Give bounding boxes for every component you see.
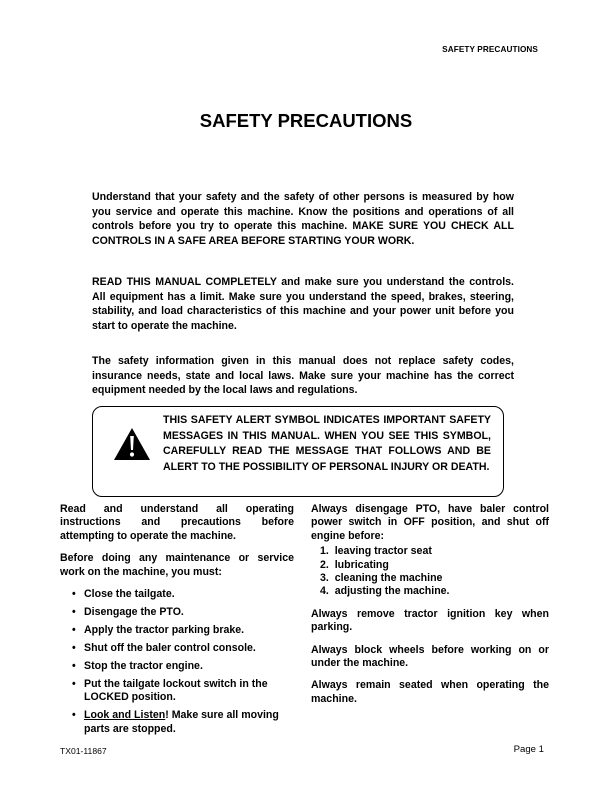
safety-alert-text: THIS SAFETY ALERT SYMBOL INDICATES IMPORTANT SAFETY MESSAGES IN THIS MANUAL. WHEN YOU SEE THIS SYMBOL, CAREFULLY READ THE MESSAGE THAT FOLLOWS AND BE ALERT TO THE POSSIBILITY OF PERSONAL INJURY OR DEATH. <box>163 414 491 473</box>
safety-alert-box <box>92 406 504 497</box>
page-title: SAFETY PRECAUTIONS <box>199 110 413 131</box>
document-code: TX01-11867 <box>60 746 107 756</box>
left-paragraph-2: Before doing any maintenance or service work on the machine, you must: <box>60 552 294 578</box>
list-item: • Apply the tractor parking brake. <box>72 624 294 637</box>
intro-paragraph-2: READ THIS MANUAL COMPLETELY and make sure you understand the controls. All equipment has a limit. Make sure you understand the speed, brakes, steering, stability, and load characteristics of this machine and your power unit before you start to operate the machine. <box>92 276 514 332</box>
running-header: SAFETY PRECAUTIONS <box>442 45 538 54</box>
list-item: 2. lubricating <box>320 558 389 571</box>
list-item: • Close the tailgate. <box>72 588 294 601</box>
right-paragraph-2: Always remove tractor ignition key when parking. <box>311 607 549 634</box>
right-column <box>311 503 549 715</box>
right-paragraph-3: Always block wheels before working on or under the machine. <box>311 643 549 670</box>
list-item: 3. cleaning the machine <box>320 572 443 585</box>
left-paragraph-1: Read and understand all operating instructions and precautions before attempting to operate the machine. <box>60 503 294 542</box>
warning-triangle-icon <box>113 427 151 461</box>
right-paragraph-4: Always remain seated when operating the machine. <box>311 679 549 705</box>
shutdown-steps-list <box>311 545 549 599</box>
page-number: Page 1 <box>513 744 544 755</box>
right-paragraph-1: Always disengage PTO, have baler control power switch in OFF position, and shut off engine before: <box>311 503 549 542</box>
list-item: 1. leaving tractor seat <box>320 545 432 558</box>
list-item: • Shut off the baler control console. <box>72 642 294 655</box>
intro-paragraph-1: Understand that your safety and the safety of other persons is measured by how you service and operate this machine. Know the positions and operations of all controls before you try to operate this machine. MAKE SURE YOU CHECK ALL CONTROLS IN A SAFE AREA BEFORE STARTING YOUR WORK. <box>92 191 514 247</box>
list-item-text: ! Make sure all moving parts are stopped. <box>84 709 279 735</box>
maintenance-checklist <box>60 588 294 736</box>
list-item <box>72 709 294 736</box>
list-item: • Stop the tractor engine. <box>72 660 294 673</box>
intro-paragraph-3: The safety information given in this manual does not replace safety codes, insurance needs, state and local laws. Make sure your machine has the correct equipment needed by the local laws and regulations. <box>92 355 514 397</box>
list-item: • Disengage the PTO. <box>72 606 294 619</box>
list-item: • Put the tailgate lockout switch in the LOCKED position. <box>72 678 294 705</box>
left-column <box>60 503 294 741</box>
list-item: 4. adjusting the machine. <box>320 585 450 598</box>
look-and-listen-text: Look and Listen <box>84 709 166 722</box>
